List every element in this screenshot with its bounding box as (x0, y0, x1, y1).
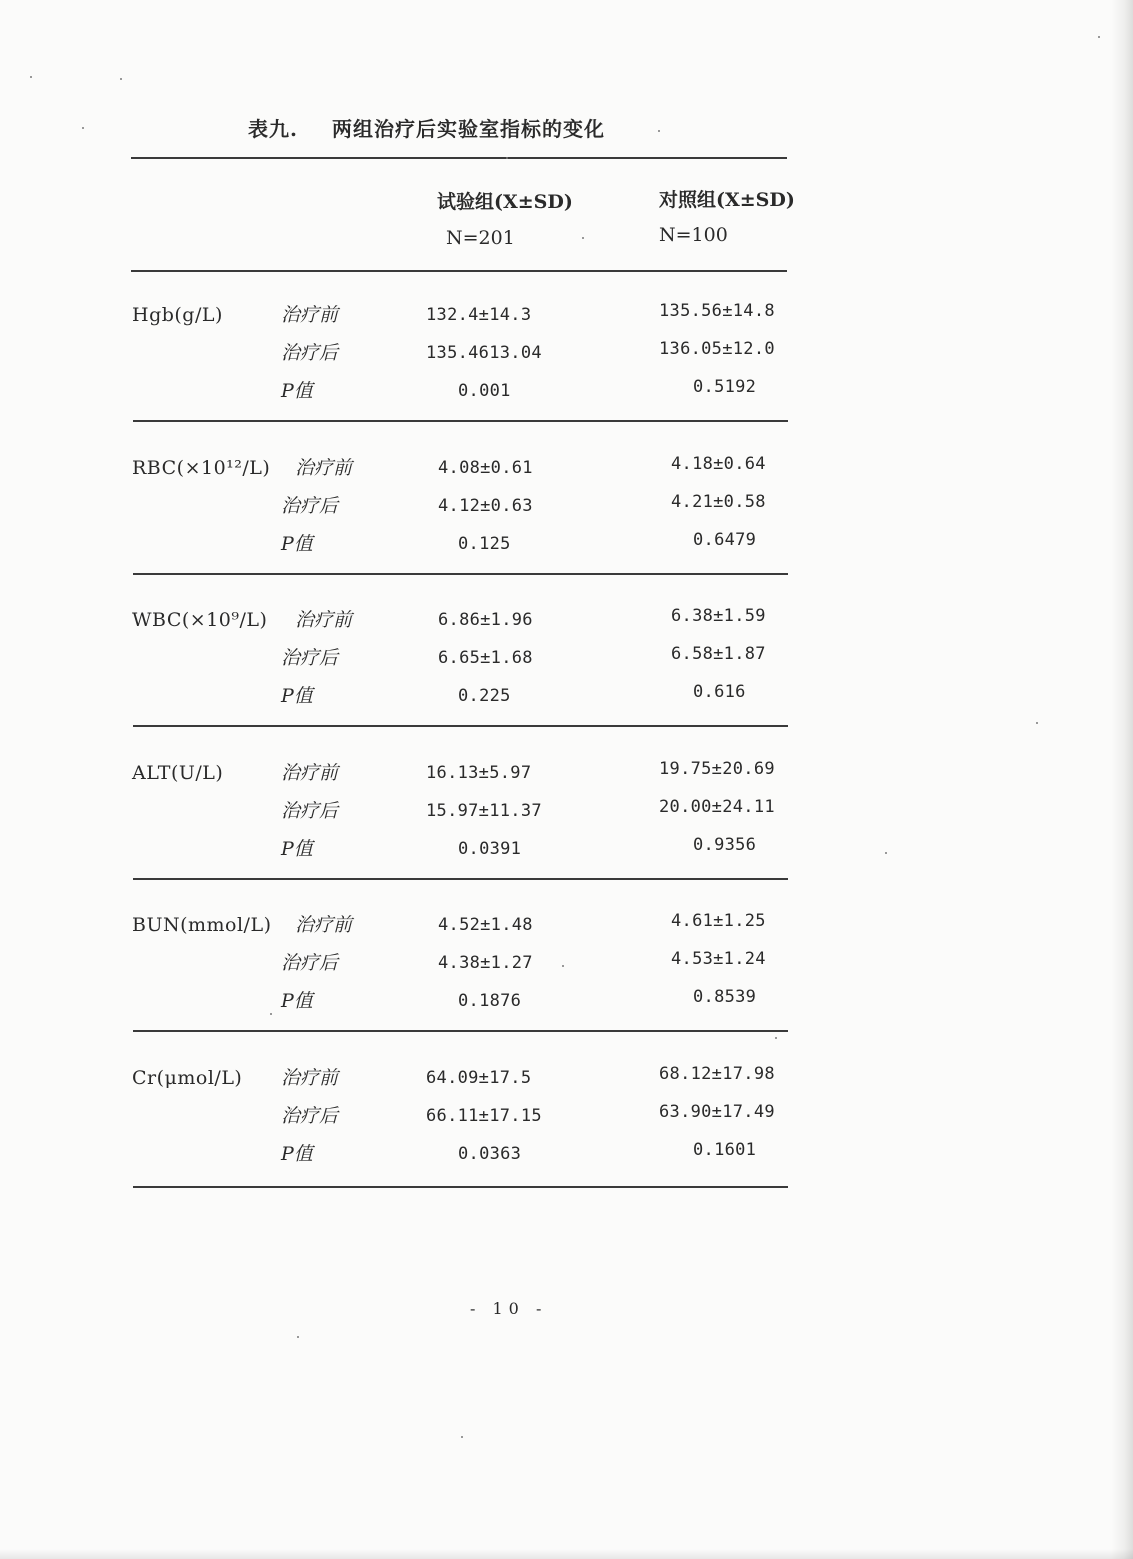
top-rule (131, 157, 787, 159)
control-group-value: 0.6479 (693, 530, 757, 550)
indicator-label: Hgb(g/L) (132, 304, 223, 326)
test-group-value: 0.001 (458, 381, 511, 401)
control-group-value: 136.05±12.0 (659, 339, 775, 359)
group-rule (133, 1186, 788, 1188)
page-number: - 10 - (470, 1299, 548, 1318)
test-group-value: 16.13±5.97 (426, 763, 532, 783)
control-group-header: 对照组(X±SD) (659, 189, 795, 211)
test-group-value: 0.0391 (458, 839, 522, 859)
indicator-label: WBC(×10⁹/L) (132, 609, 268, 631)
test-group-header: 试验组(X±SD) (437, 191, 573, 213)
phase-label: 治疗后 (281, 952, 339, 974)
table-number: 表九. (248, 117, 298, 141)
control-group-value: 20.00±24.11 (659, 797, 775, 817)
group-rule (133, 1030, 788, 1032)
control-group-value: 68.12±17.98 (659, 1064, 775, 1084)
control-group-value: 63.90±17.49 (659, 1102, 775, 1122)
test-group-value: 0.0363 (458, 1144, 522, 1164)
test-group-value: 135.4613.04 (426, 343, 542, 363)
control-group-value: 0.8539 (693, 987, 757, 1007)
control-group-value: 0.5192 (693, 377, 757, 397)
test-group-value: 6.86±1.96 (438, 610, 533, 630)
control-group-value: 6.38±1.59 (671, 606, 766, 626)
test-group-value: 0.1876 (458, 991, 522, 1011)
indicator-label: Cr(μmol/L) (132, 1067, 243, 1089)
control-group-value: 4.53±1.24 (671, 949, 766, 969)
phase-label: P值 (281, 990, 313, 1012)
phase-label: 治疗前 (281, 1067, 339, 1089)
control-group-value: 0.1601 (693, 1140, 757, 1160)
phase-label: 治疗前 (281, 304, 339, 326)
test-group-value: 0.225 (458, 686, 511, 706)
group-rule (133, 725, 788, 727)
control-group-value: 19.75±20.69 (659, 759, 775, 779)
table-caption: 两组治疗后实验室指标的变化 (331, 117, 605, 141)
phase-label: 治疗后 (281, 647, 339, 669)
control-group-value: 0.9356 (693, 835, 757, 855)
test-group-value: 66.11±17.15 (426, 1106, 542, 1126)
test-group-n: N=201 (446, 227, 515, 249)
group-rule (133, 420, 788, 422)
phase-label: P值 (281, 380, 313, 402)
control-group-value: 4.21±0.58 (671, 492, 766, 512)
control-group-value: 6.58±1.87 (671, 644, 766, 664)
table-title (248, 113, 605, 142)
phase-label: 治疗前 (295, 609, 353, 631)
group-rule (133, 573, 788, 575)
control-group-value: 4.61±1.25 (671, 911, 766, 931)
test-group-value: 132.4±14.3 (426, 305, 532, 325)
test-group-value: 64.09±17.5 (426, 1068, 532, 1088)
test-group-value: 15.97±11.37 (426, 801, 542, 821)
phase-label: P值 (281, 838, 313, 860)
header-rule (131, 270, 787, 272)
group-rule (133, 878, 788, 880)
indicator-label: BUN(mmol/L) (132, 914, 272, 936)
phase-label: 治疗后 (281, 1105, 339, 1127)
test-group-value: 4.08±0.61 (438, 458, 533, 478)
phase-label: 治疗前 (295, 457, 353, 479)
test-group-value: 4.12±0.63 (438, 496, 533, 516)
phase-label: 治疗前 (281, 762, 339, 784)
phase-label: 治疗后 (281, 342, 339, 364)
phase-label: P值 (281, 1143, 313, 1165)
phase-label: 治疗后 (281, 495, 339, 517)
test-group-value: 0.125 (458, 534, 511, 554)
page-bottom-shadow (0, 1549, 1133, 1559)
indicator-label: ALT(U/L) (132, 762, 224, 784)
indicator-label: RBC(×10¹²/L) (132, 457, 271, 479)
test-group-value: 4.52±1.48 (438, 915, 533, 935)
control-group-n: N=100 (659, 224, 728, 246)
control-group-value: 135.56±14.8 (659, 301, 775, 321)
control-group-value: 0.616 (693, 682, 746, 702)
page-edge-shadow (1111, 0, 1133, 1559)
phase-label: P值 (281, 685, 313, 707)
phase-label: 治疗前 (295, 914, 353, 936)
phase-label: 治疗后 (281, 800, 339, 822)
test-group-value: 6.65±1.68 (438, 648, 533, 668)
control-group-value: 4.18±0.64 (671, 454, 766, 474)
phase-label: P值 (281, 533, 313, 555)
test-group-value: 4.38±1.27 (438, 953, 533, 973)
